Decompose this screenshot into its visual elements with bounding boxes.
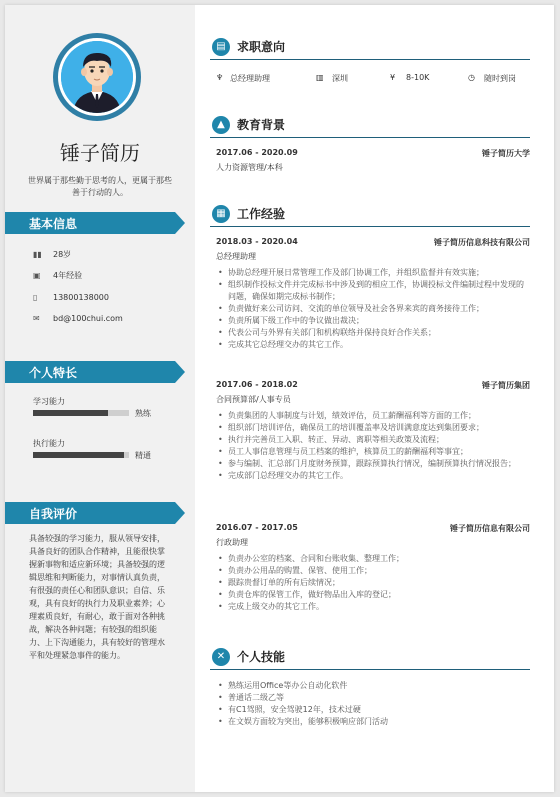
list-item: • 完成部门总经理交办的其它工作。 bbox=[216, 470, 530, 482]
job-role: 合同预算部/人事专员 bbox=[216, 395, 291, 404]
job-head bbox=[216, 380, 530, 389]
avatar bbox=[53, 33, 141, 121]
mail-icon: ✉ bbox=[33, 314, 40, 323]
skill-bar-fill bbox=[33, 410, 108, 416]
education-head bbox=[216, 148, 530, 157]
skill-level: 精通 bbox=[135, 451, 151, 460]
job-head bbox=[216, 237, 530, 246]
candidate-name: 锤子简历 bbox=[60, 141, 140, 165]
info-age-text: 28岁 bbox=[53, 250, 72, 259]
list-item: • 普通话二级乙等 bbox=[216, 692, 530, 704]
list-item: • 完成上级交办的其它工作。 bbox=[216, 601, 530, 613]
traits-title: 个人特长 bbox=[29, 366, 78, 380]
skill-label: 学习能力 bbox=[33, 397, 65, 406]
job-company: 锤子简历集团 bbox=[482, 381, 530, 390]
calendar-icon: ▣ bbox=[33, 271, 41, 280]
list-item: • 负责做好来公司访问、交流的单位领导及社会各界来宾的商务接待工作； bbox=[216, 303, 530, 315]
section-education-title: 教育背景 bbox=[237, 118, 286, 132]
list-item: • 组织制作投标文件并完成标书中涉及到的相应工作，协调投标文件编制过程中发现的问题，确保如期完成标书制作； bbox=[216, 279, 530, 303]
job-role: 总经理助理 bbox=[216, 252, 256, 261]
basic-info-title: 基本信息 bbox=[29, 217, 78, 231]
self-eval-banner bbox=[5, 502, 175, 524]
info-email-text: bd@100chui.com bbox=[53, 314, 123, 323]
main-content bbox=[210, 5, 540, 792]
building-icon: ▥ bbox=[316, 73, 324, 82]
section-skills-title: 个人技能 bbox=[237, 650, 286, 664]
info-phone-text: 13800138000 bbox=[53, 293, 109, 302]
self-eval-title: 自我评价 bbox=[29, 507, 78, 521]
section-intent-title: 求职意向 bbox=[237, 40, 286, 54]
list-item: • 参与编制、汇总部门月度财务预算，跟踪预算执行情况，编制预算执行情况报告； bbox=[216, 458, 530, 470]
intent-city: 深圳 bbox=[332, 74, 348, 83]
basic-info-banner bbox=[5, 212, 175, 234]
list-item: • 负责办公室的档案、合同和台账收集、整理工作； bbox=[216, 553, 530, 565]
job-duties bbox=[216, 553, 530, 613]
section-work-title: 工作经验 bbox=[237, 207, 286, 221]
intent-availability: 随时到岗 bbox=[484, 74, 516, 83]
tie-icon: ♆ bbox=[216, 73, 224, 82]
candidate-motto: 世界属于那些勤于思考的人，更属于那些善于行动的人。 bbox=[28, 176, 172, 197]
job-duties bbox=[216, 267, 530, 351]
list-item: • 员工人事信息管理与员工档案的维护，核算员工的薪酬福利等事宜； bbox=[216, 446, 530, 458]
job-role: 行政助理 bbox=[216, 538, 248, 547]
intent-salary: 8-10K bbox=[406, 73, 430, 82]
job-company: 锤子简历信息有限公司 bbox=[450, 524, 530, 533]
job-period: 2018.03 - 2020.04 bbox=[216, 237, 298, 246]
phone-icon: ▯ bbox=[33, 293, 38, 302]
clock-icon: ◷ bbox=[468, 73, 475, 82]
list-item: • 完成其它总经理交办的其它工作。 bbox=[216, 339, 530, 351]
sidebar bbox=[5, 5, 195, 792]
list-item: • 负责办公用品的购置、保管、使用工作； bbox=[216, 565, 530, 577]
list-item: • 负责所属下级工作中的争议做出裁决； bbox=[216, 315, 530, 327]
skills-list bbox=[216, 680, 530, 728]
bar-chart-icon: ▮▮ bbox=[33, 250, 42, 259]
avatar-illustration bbox=[61, 41, 133, 113]
list-item: • 有C1驾照，安全驾驶12年，技术过硬 bbox=[216, 704, 530, 716]
list-item: • 跟踪贵督订单的所有后续情况； bbox=[216, 577, 530, 589]
job-head bbox=[216, 523, 530, 532]
skill-level: 熟练 bbox=[135, 409, 151, 418]
section-education-header bbox=[210, 114, 530, 138]
briefcase-icon: ▤ bbox=[212, 38, 230, 56]
info-phone bbox=[33, 291, 109, 305]
education-school: 锤子简历大学 bbox=[482, 149, 530, 158]
toolbox-icon: ▦ bbox=[212, 205, 230, 223]
resume-page bbox=[5, 5, 554, 792]
intent-row bbox=[210, 73, 530, 87]
skill-bar bbox=[33, 452, 129, 458]
list-item: • 熟练运用Office等办公自动化软件 bbox=[216, 680, 530, 692]
job-duties bbox=[216, 410, 530, 482]
section-intent-header bbox=[210, 36, 530, 60]
tools-icon: ✕ bbox=[212, 648, 230, 666]
info-email bbox=[33, 312, 123, 326]
info-experience-text: 4年经验 bbox=[53, 271, 83, 280]
skill-label: 执行能力 bbox=[33, 439, 65, 448]
skill-bar bbox=[33, 410, 129, 416]
job-period: 2017.06 - 2018.02 bbox=[216, 380, 298, 389]
info-age bbox=[33, 248, 71, 262]
list-item: • 代表公司与外界有关部门和机构联络并保持良好合作关系； bbox=[216, 327, 530, 339]
education-period: 2017.06 - 2020.09 bbox=[216, 148, 298, 157]
list-item: • 负责仓库的保管工作，做好物品出入库的登记； bbox=[216, 589, 530, 601]
education-major: 人力资源管理/本科 bbox=[216, 163, 283, 172]
list-item: • 协助总经理开展日常管理工作及部门协调工作，并组织监督并有效实施； bbox=[216, 267, 530, 279]
self-eval-text: 具备较强的学习能力，服从领导安排，具备良好的团队合作精神，且能很快掌握新事物和适应新环境；具备较强的逻辑思维和判断能力，对事情认真负责，有很强的责任心和团队意识；自信、乐观，具有良好的执行力及职业素养；心理素质良好，有耐心，敢于面对各种挑战，解决各种问题；有较强的组织能力、上下沟通能力，具有较好的管理水平和处理紧急事件的能力。 bbox=[29, 534, 165, 660]
job-company: 锤子简历信息科技有限公司 bbox=[434, 238, 530, 247]
graduation-cap-icon: ▲ bbox=[212, 116, 230, 134]
job-period: 2016.07 - 2017.05 bbox=[216, 523, 298, 532]
skill-bar-fill bbox=[33, 452, 124, 458]
list-item: • 在文娱方面较为突出，能够积极响应部门活动 bbox=[216, 716, 530, 728]
section-skills-header bbox=[210, 646, 530, 670]
intent-position: 总经理助理 bbox=[230, 74, 270, 83]
traits-banner bbox=[5, 361, 175, 383]
section-work-header bbox=[210, 203, 530, 227]
list-item: • 组织部门培训评估，确保员工的培训覆盖率及培训满意度达到集团要求； bbox=[216, 422, 530, 434]
list-item: • 负责集团的人事制度与计划，绩效评估，员工薪酬福利等方面的工作； bbox=[216, 410, 530, 422]
info-experience bbox=[33, 269, 82, 283]
money-icon: ¥ bbox=[390, 73, 396, 82]
list-item: • 执行并完善员工入职、转正、异动、离职等相关政策及流程； bbox=[216, 434, 530, 446]
